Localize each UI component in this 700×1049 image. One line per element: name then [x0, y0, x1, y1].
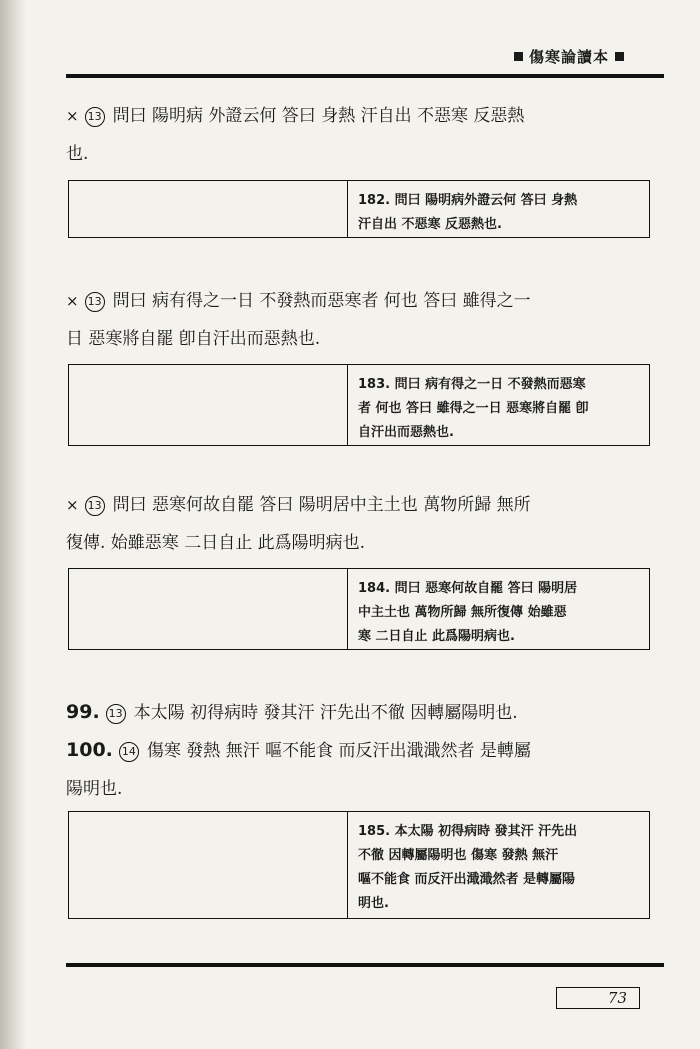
entry-number: 100.: [66, 739, 113, 761]
text-entry: [66, 693, 646, 732]
book-page: [26, 0, 700, 1049]
blank-cell: [69, 569, 348, 649]
square-bullet-icon: [615, 52, 624, 61]
text-entry: [66, 97, 646, 173]
note-line: 184. 問曰 惡寒何故自罷 答曰 陽明居: [358, 581, 578, 596]
square-bullet-icon: [514, 52, 523, 61]
entry-line: 日 惡寒將自罷 卽自汗出而惡熱也.: [66, 329, 321, 349]
header-title: 傷寒論讀本: [528, 48, 609, 66]
entry-line: 問曰 病有得之一日 不發熱而惡寒者 何也 答曰 雖得之一: [112, 291, 531, 311]
entry-line: 也.: [66, 144, 89, 164]
entry-number: 99.: [66, 701, 100, 723]
circled-number: 13: [85, 496, 105, 516]
text-entry: [66, 486, 646, 562]
text-entry: [66, 282, 646, 358]
note-text: [348, 181, 649, 237]
note-box: [68, 568, 650, 650]
note-line: 不徹 因轉屬陽明也 傷寒 發熱 無汗: [358, 848, 559, 863]
circled-number: 14: [119, 742, 139, 762]
note-line: 自汗出而惡熱也.: [358, 425, 454, 440]
entry-line: 問曰 惡寒何故自罷 答曰 陽明居中主土也 萬物所歸 無所: [112, 495, 531, 515]
page-number: 73: [556, 987, 640, 1009]
entry-line: 本太陽 初得病時 發其汗 汗先出不徹 因轉屬陽明也.: [133, 703, 518, 723]
circled-number: 13: [85, 292, 105, 312]
circled-number: 13: [106, 704, 126, 724]
note-line: 寒 二日自止 此爲陽明病也.: [358, 629, 515, 644]
entry-line: 陽明也.: [66, 779, 123, 799]
note-line: 183. 問曰 病有得之一日 不發熱而惡寒: [358, 377, 586, 392]
cross-mark: ×: [66, 496, 79, 514]
entry-line: 問曰 陽明病 外證云何 答曰 身熱 汗自出 不惡寒 反惡熱: [112, 106, 525, 126]
cross-mark: ×: [66, 107, 79, 125]
note-line: 185. 本太陽 初得病時 發其汗 汗先出: [358, 824, 578, 839]
footer-rule: [66, 963, 664, 967]
note-line: 汗自出 不惡寒 反惡熱也.: [358, 217, 502, 232]
note-line: 中主土也 萬物所歸 無所復傳 始雖惡: [358, 605, 567, 620]
note-line: 明也.: [358, 896, 389, 911]
note-line: 者 何也 答曰 雖得之一日 惡寒將自罷 卽: [358, 401, 589, 416]
text-entry: [66, 731, 646, 808]
running-header: [508, 46, 630, 67]
note-text: [348, 365, 649, 445]
blank-cell: [69, 365, 348, 445]
cross-mark: ×: [66, 292, 79, 310]
note-text: [348, 812, 649, 918]
note-line: 182. 問曰 陽明病外證云何 答曰 身熱: [358, 193, 578, 208]
note-box: [68, 811, 650, 919]
book-spine-shadow: [0, 0, 26, 1049]
header-rule: [66, 74, 664, 78]
blank-cell: [69, 181, 348, 237]
circled-number: 13: [85, 107, 105, 127]
blank-cell: [69, 812, 348, 918]
note-text: [348, 569, 649, 649]
note-box: [68, 364, 650, 446]
entry-line: 復傳. 始雖惡寒 二日自止 此爲陽明病也.: [66, 533, 366, 553]
note-box: [68, 180, 650, 238]
entry-line: 傷寒 發熱 無汗 嘔不能食 而反汗出濈濈然者 是轉屬: [146, 741, 531, 761]
note-line: 嘔不能食 而反汗出濈濈然者 是轉屬陽: [358, 872, 576, 887]
